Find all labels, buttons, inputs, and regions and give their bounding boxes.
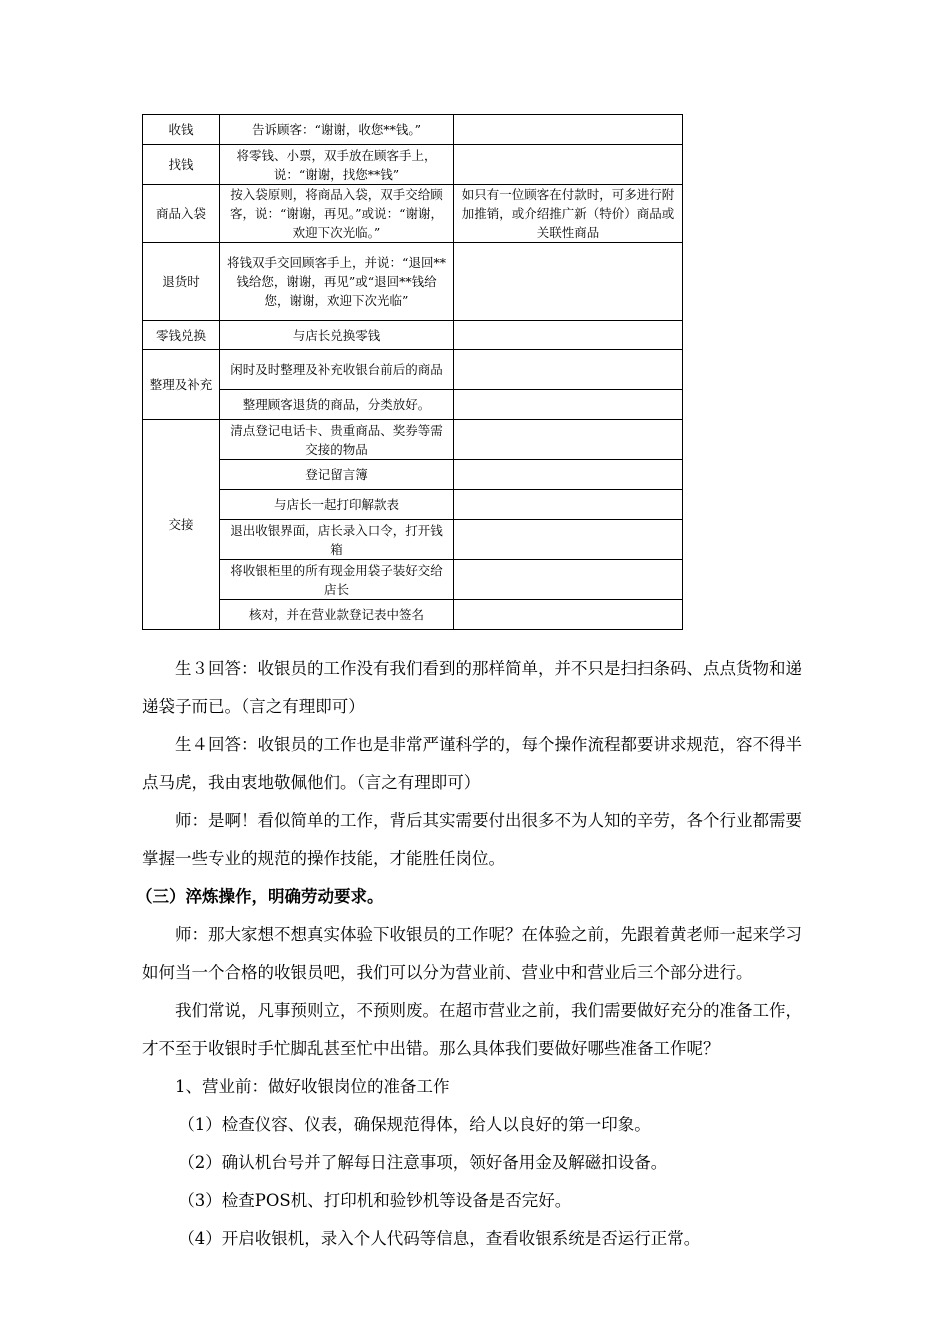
category-cell: 收钱 — [143, 115, 220, 145]
note-cell — [454, 460, 683, 490]
category-cell: 零钱兑换 — [143, 321, 220, 350]
teacher-question: 师：那大家想不想真实体验下收银员的工作呢？在体验之前，先跟着黄老师一起来学习如何当一个合格的收银员吧，我们可以分为营业前、营业中和营业后三个部分进行。 — [142, 925, 802, 982]
table-row — [143, 115, 683, 145]
list-item: （4）开启收银机，录入个人代码等信息，查看收银系统是否运行正常。 — [178, 1229, 701, 1248]
table-row — [143, 243, 683, 321]
note-cell — [454, 243, 683, 321]
list-item: （3）检查POS机、打印机和验钞机等设备是否完好。 — [178, 1191, 572, 1210]
note-cell — [454, 520, 683, 560]
teacher-remark: 师：是啊！看似简单的工作，背后其实需要付出很多不为人知的辛劳，各个行业都需要掌握一些专业的规范的操作技能，才能胜任岗位。 — [142, 811, 802, 868]
action-cell: 与店长一起打印解款表 — [220, 490, 454, 520]
note-cell: 如只有一位顾客在付款时，可多进行附加推销，或介绍推广新（特价）商品或关联性商品 — [454, 185, 683, 243]
note-cell — [454, 390, 683, 420]
action-cell: 闲时及时整理及补充收银台前后的商品 — [220, 350, 454, 390]
cashier-procedure-table — [142, 114, 683, 630]
body-text — [136, 650, 802, 1258]
category-cell: 整理及补充 — [143, 350, 220, 420]
table-row — [143, 600, 683, 630]
note-cell — [454, 560, 683, 600]
preparation-intro: 我们常说，凡事预则立，不预则废。在超市营业之前，我们需要做好充分的准备工作，才不至于收银时手忙脚乱甚至忙中出错。那么具体我们要做好哪些准备工作呢？ — [142, 1001, 802, 1058]
action-cell: 按入袋原则，将商品入袋，双手交给顾客，说：“谢谢，再见。”或说：“谢谢，欢迎下次光临。” — [220, 185, 454, 243]
action-cell: 将零钱、小票，双手放在顾客手上，说：“谢谢，找您**钱” — [220, 145, 454, 185]
note-cell — [454, 600, 683, 630]
table-row — [143, 420, 683, 460]
student-3-answer: 生３回答：收银员的工作没有我们看到的那样简单，并不只是扫扫条码、点点货物和递递袋子而已。（言之有理即可） — [142, 659, 802, 716]
table-row — [143, 490, 683, 520]
table-row — [143, 145, 683, 185]
action-cell: 清点登记电话卡、贵重商品、奖券等需交接的物品 — [220, 420, 454, 460]
action-cell: 与店长兑换零钱 — [220, 321, 454, 350]
table-row — [143, 185, 683, 243]
table-row — [143, 321, 683, 350]
category-cell: 交接 — [143, 420, 220, 630]
note-cell — [454, 350, 683, 390]
category-cell: 找钱 — [143, 145, 220, 185]
action-cell: 核对，并在营业款登记表中签名 — [220, 600, 454, 630]
action-cell: 将收银柜里的所有现金用袋子装好交给店长 — [220, 560, 454, 600]
category-cell: 退货时 — [143, 243, 220, 321]
category-cell: 商品入袋 — [143, 185, 220, 243]
table-row — [143, 460, 683, 490]
list-item: （2）确认机台号并了解每日注意事项，领好备用金及解磁扣设备。 — [178, 1153, 668, 1172]
action-cell: 退出收银界面，店长录入口令，打开钱箱 — [220, 520, 454, 560]
note-cell — [454, 490, 683, 520]
table-row — [143, 520, 683, 560]
table-row — [143, 560, 683, 600]
student-4-answer: 生４回答：收银员的工作也是非常严谨科学的，每个操作流程都要讲求规范，容不得半点马虎，我由衷地敬佩他们。（言之有理即可） — [142, 735, 802, 792]
action-cell: 整理顾客退货的商品，分类放好。 — [220, 390, 454, 420]
note-cell — [454, 115, 683, 145]
note-cell — [454, 420, 683, 460]
note-cell — [454, 321, 683, 350]
action-cell: 告诉顾客：“谢谢，收您**钱。” — [220, 115, 454, 145]
action-cell: 将钱双手交回顾客手上，并说：“退回**钱给您，谢谢，再见”或“退回**钱给您，谢谢，欢迎下次光临” — [220, 243, 454, 321]
section-heading: （三）淬炼操作，明确劳动要求。 — [136, 887, 384, 906]
subsection-title: 1、营业前：做好收银岗位的准备工作 — [175, 1077, 450, 1096]
table-row — [143, 390, 683, 420]
list-item: （1）检查仪容、仪表，确保规范得体，给人以良好的第一印象。 — [178, 1115, 651, 1134]
action-cell: 登记留言簿 — [220, 460, 454, 490]
table-row — [143, 350, 683, 390]
note-cell — [454, 145, 683, 185]
